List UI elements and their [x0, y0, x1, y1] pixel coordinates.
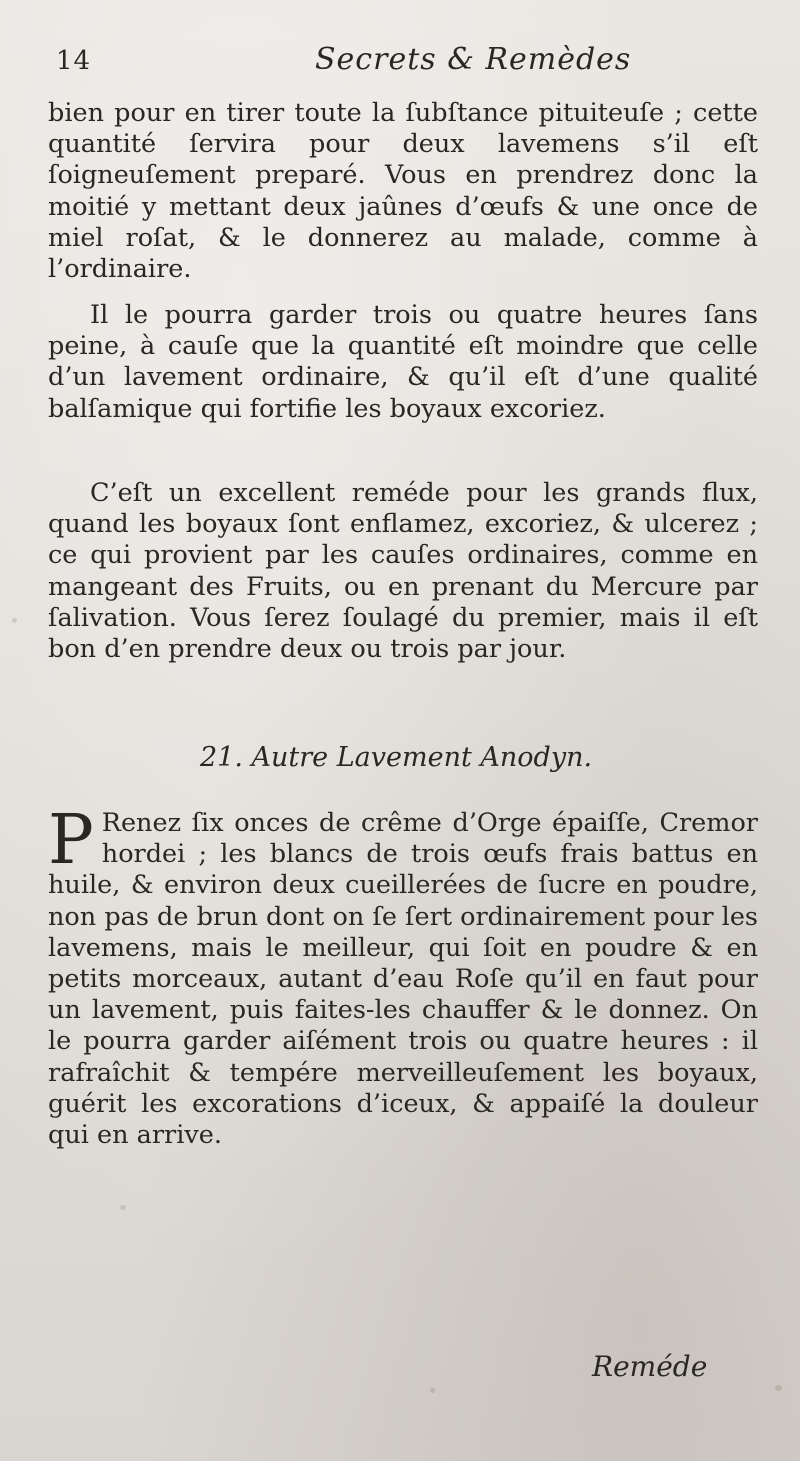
paragraph-retention — [48, 300, 758, 425]
catchword: Reméde — [592, 1350, 708, 1383]
foxing-spot — [120, 1205, 126, 1210]
running-head: Secrets & Remèdes — [315, 42, 632, 77]
foxing-spot — [430, 1388, 435, 1393]
foxing-spot — [12, 618, 17, 623]
paragraph-continuation — [48, 98, 758, 285]
paragraph: Renez ſix onces de crême d’Orge épaiſſe, Cremor hordei ; les blancs de trois œufs frais battus en huile, & environ deux cueillerées de ſucre en poudre, non pas de brun dont on ſe ſert ordinairement pour les lavemens, mais le meilleur, qui ſoit en poudre & en petits morceaux, autant d’eau Roſe qu’il en faut pour un lavement, puis faites-les chauffer & le donnez. On le pourra garder aiſément trois ou quatre heures : il rafraîchit & tempére merveilleuſement les boyaux, guérit les excorations d’iceux, & appaiſé la douleur qui en arrive. — [48, 808, 758, 1151]
drop-cap: P — [48, 801, 94, 880]
page-header — [20, 40, 780, 86]
paragraph: Il le pourra garder trois ou quatre heures ſans peine, à cauſe que la quantité eſt moindre que celle d’un lavement ordinaire, & qu’il eſt d’une qualité balſamique qui fortifie les boyaux excoriez. — [48, 300, 758, 424]
recipe-paragraph — [48, 801, 758, 1151]
paragraph: C’eſt un excellent reméde pour les grands flux, quand les boyaux ſont enflamez, excoriez, & ulcerez ; ce qui provient par les cauſes ordinaires, comme en mangeant des Fruits, ou en prenant du Mercure par ſalivation. Vous ſerez ſoulagé du premier, mais il eſt bon d’en prendre deux ou trois par jour. — [48, 478, 758, 665]
paragraph-indications — [48, 478, 758, 665]
page-number: 14 — [56, 46, 92, 76]
foxing-spot — [775, 1385, 782, 1391]
paragraph: bien pour en tirer toute la ſubſtance pituiteuſe ; cette quantité ſervira pour deux lavemens s’il eſt ſoigneuſement preparé. Vous en prendrez donc la moitié y mettant deux jaûnes d’œufs & une once de miel roſat, & le donnerez au malade, comme à l’ordinaire. — [48, 98, 758, 285]
section-heading: 21. Autre Lavement Anodyn. — [200, 742, 593, 773]
